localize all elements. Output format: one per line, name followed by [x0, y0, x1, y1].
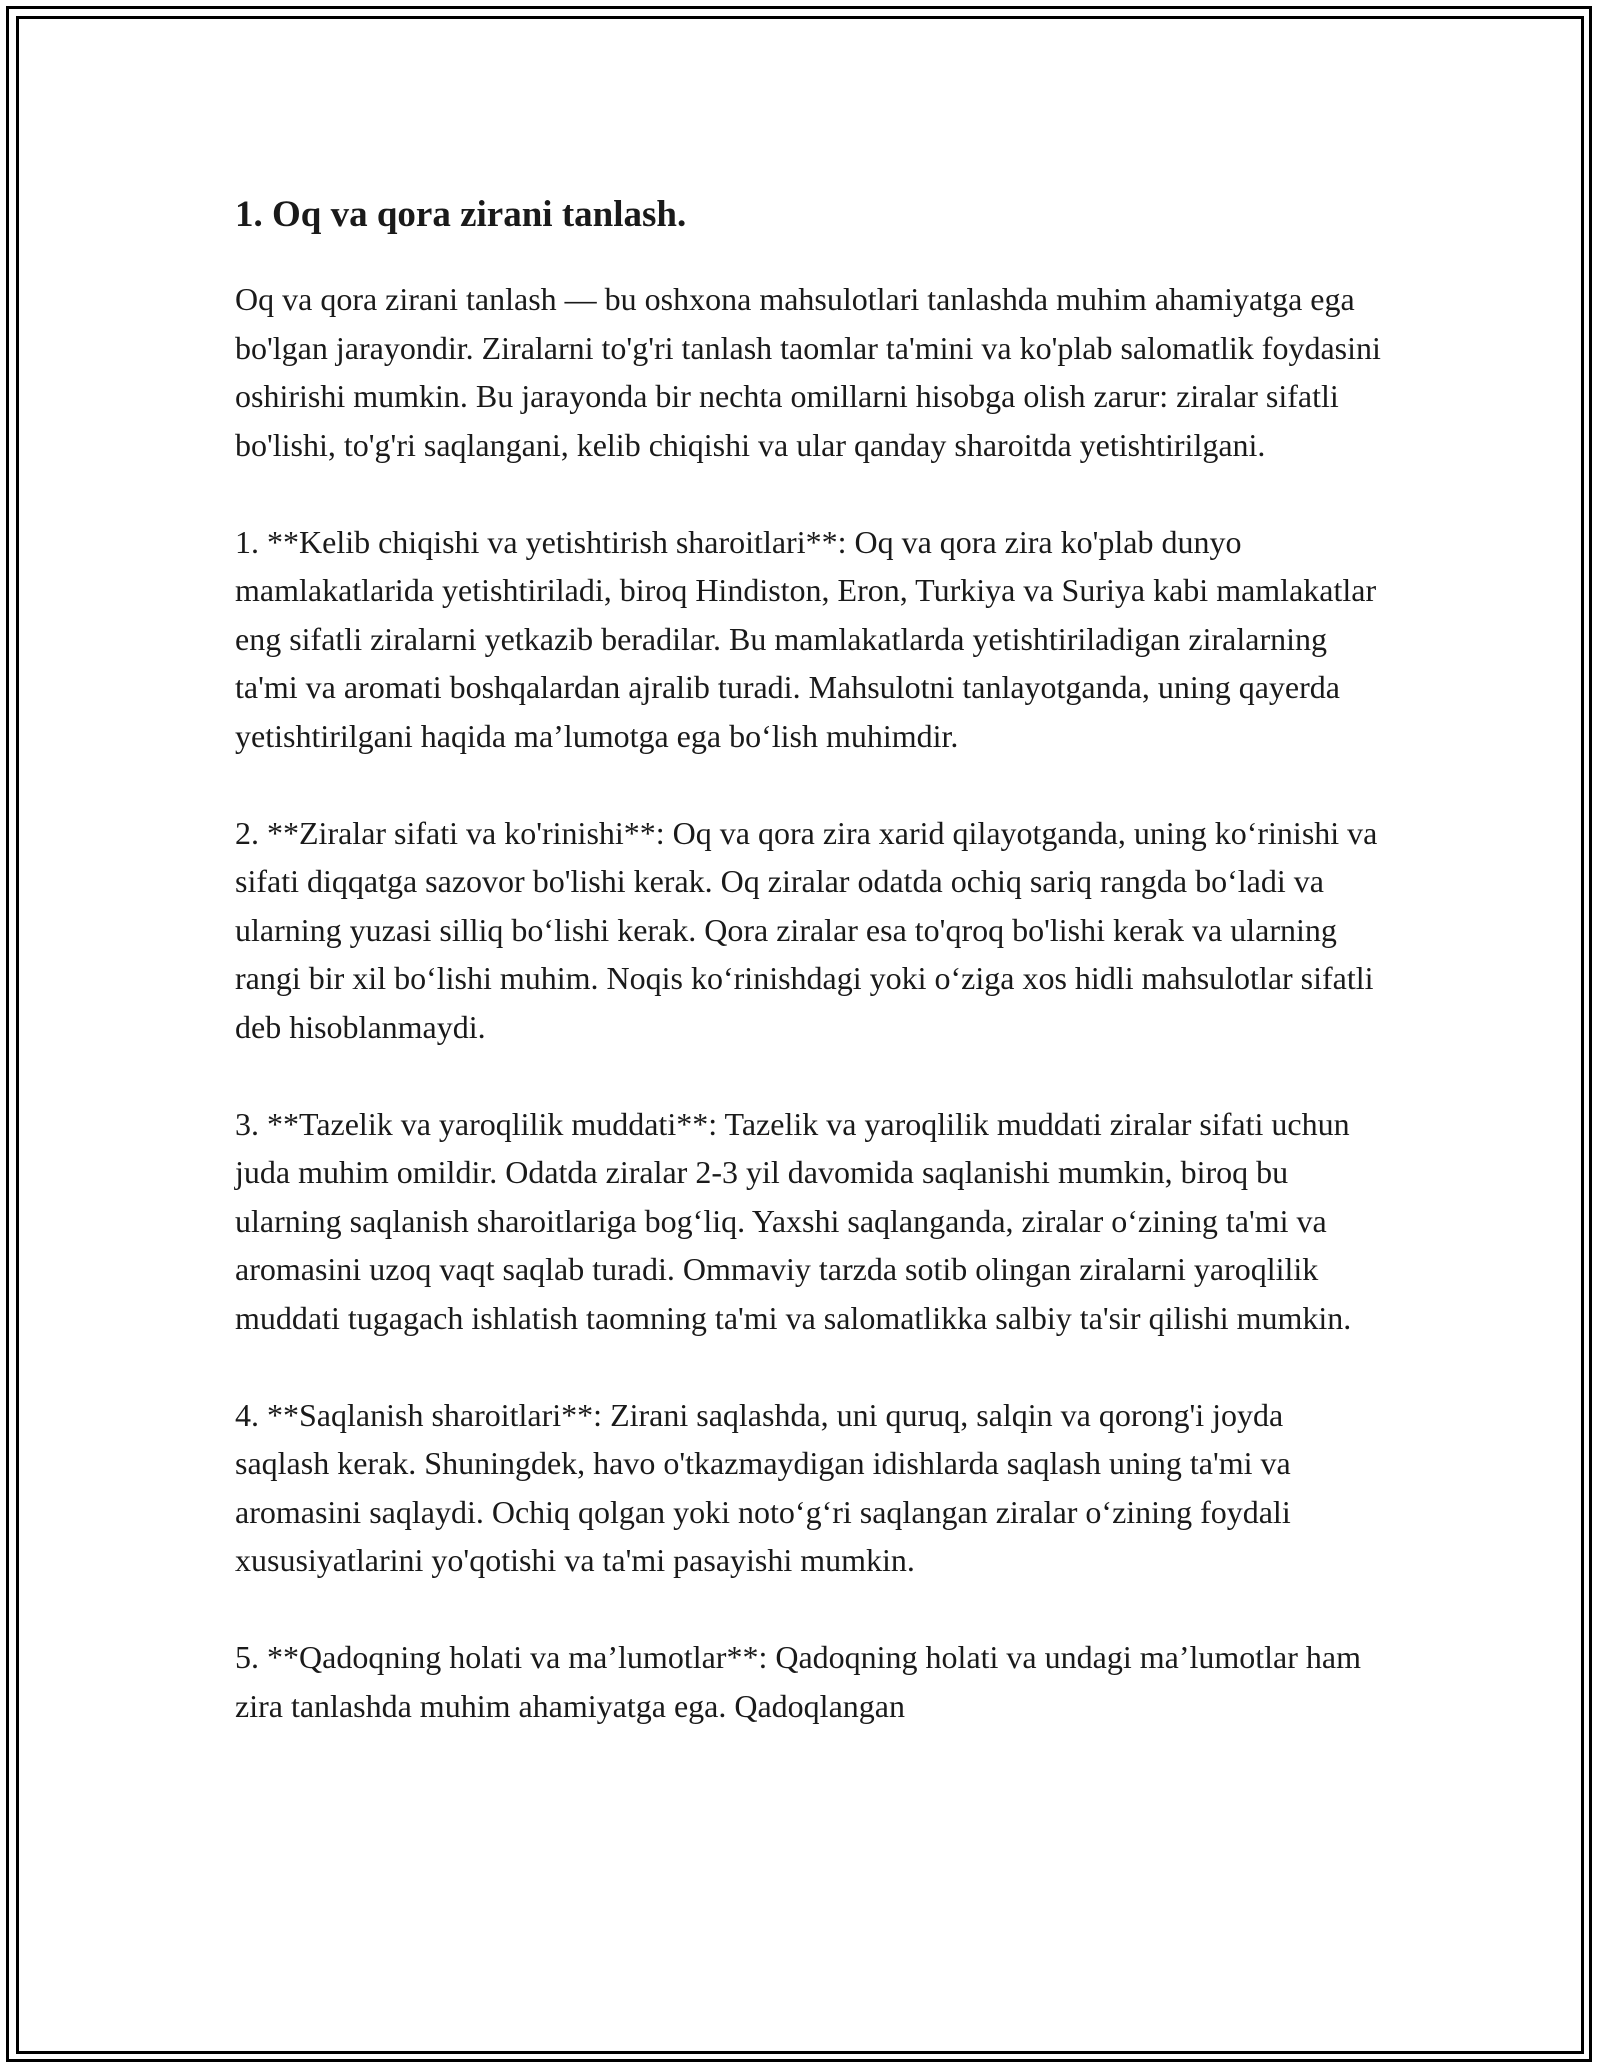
paragraph-storage: 4. **Saqlanish sharoitlari**: Zirani saqlashda, uni quruq, salqin va qorong'i joyda saqlash kerak. Shuningdek, havo o'tkazmaydigan idishlarda saqlash uning ta'mi va aromasini saqlaydi. Ochiq qolgan yoki noto‘g‘ri saqlangan ziralar o‘zining foydali xususiyatlarini yo'qotishi va ta'mi pasayishi mumkin. [235, 1396, 1291, 1578]
document-body [235, 185, 1385, 1779]
document-title: 1. Oq va qora zirani tanlash. [235, 194, 687, 235]
paragraph-freshness: 3. **Tazelik va yaroqlilik muddati**: Tazelik va yaroqlilik muddati ziralar sifati uchun juda muhim omildir. Odatda ziralar 2-3 yil davomida saqlanishi mumkin, biroq bu ularning saqlanish sharoitlariga bog‘liq. Yaxshi saqlanganda, ziralar o‘zining ta'mi va aromasini uzoq vaqt saqlab turadi. Ommaviy tarzda sotib olingan ziralarni yaroqlilik muddati tugagach ishlatish taomning ta'mi va salomatlikka salbiy ta'sir qilishi mumkin. [235, 1105, 1352, 1336]
paragraph-packaging: 5. **Qadoqning holati va ma’lumotlar**: Qadoqning holati va undagi ma’lumotlar ham zira tanlashda muhim ahamiyatga ega. Qadoqlangan [235, 1639, 1361, 1724]
paragraph-quality: 2. **Ziralar sifati va ko'rinishi**: Oq va qora zira xarid qilayotganda, uning ko‘rinishi va sifati diqqatga sazovor bo'lishi kerak. Oq ziralar odatda ochiq sariq rangda bo‘ladi va ularning yuzasi silliq bo‘lishi kerak. Qora ziralar esa to'qroq bo'lishi kerak va ularning rangi bir xil bo‘lishi muhim. Noqis ko‘rinishdagi yoki o‘ziga xos hidli mahsulotlar sifatli deb hisoblanmaydi. [235, 814, 1378, 1045]
paragraph-origin: 1. **Kelib chiqishi va yetishtirish sharoitlari**: Oq va qora zira ko'plab dunyo mamlakatlarida yetishtiriladi, biroq Hindiston, Eron, Turkiya va Suriya kabi mamlakatlar eng sifatli ziralarni yetkazib beradilar. Bu mamlakatlarda yetishtiriladigan ziralarning ta'mi va aromati boshqalardan ajralib turadi. Mahsulotni tanlayotganda, uning qayerda yetishtirilgani haqida ma’lumotga ega bo‘lish muhimdir. [235, 523, 1377, 754]
intro-paragraph: Oq va qora zirani tanlash — bu oshxona mahsulotlari tanlashda muhim ahamiyatga ega bo'lgan jarayondir. Ziralarni to'g'ri tanlash taomlar ta'mini va ko'plab salomatlik foydasini oshirishi mumkin. Bu jarayonda bir nechta omillarni hisobga olish zarur: ziralar sifatli bo'lishi, to'g'ri saqlangani, kelib chiqishi va ular qanday sharoitda yetishtirilgani. [235, 281, 1381, 463]
